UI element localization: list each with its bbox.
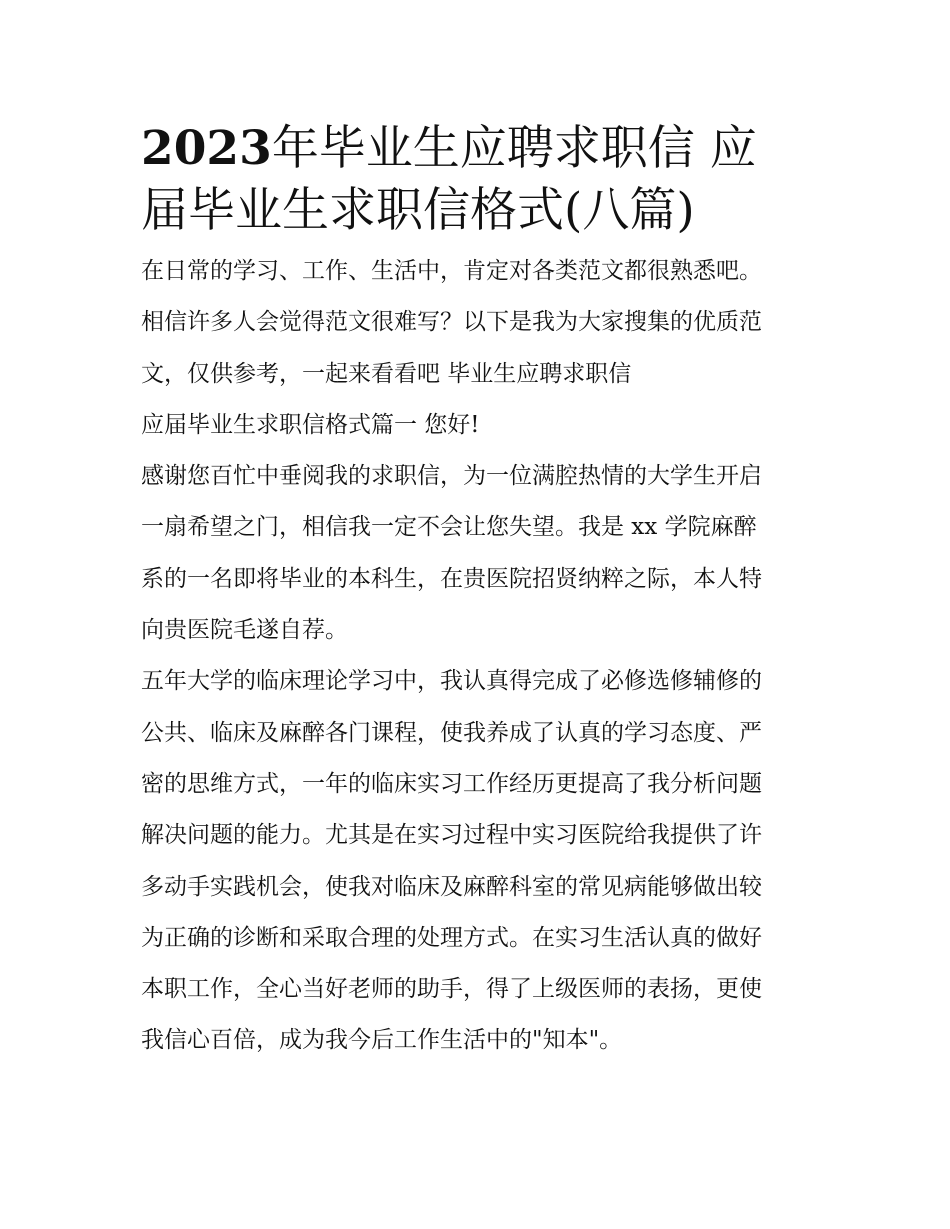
body-line: 一扇希望之门，相信我一定不会让您失望。我是 xx 学院麻醉 [141, 514, 757, 541]
body-line: 在日常的学习、工作、生活中，肯定对各类范文都很熟悉吧。 [141, 258, 762, 284]
title-year: 2023 [141, 121, 272, 176]
body-line: 密的思维方式，一年的临床实习工作经历更提高了我分析问题 [141, 770, 762, 797]
document-body [141, 246, 813, 1067]
body-line: 为正确的诊断和采取合理的处理方式。在实习生活认真的做好 [141, 924, 762, 951]
body-line: 系的一名即将毕业的本科生，在贵医院招贤纳粹之际，本人特 [141, 565, 762, 592]
document-title [141, 118, 813, 242]
body-line: 五年大学的临床理论学习中，我认真得完成了必修选修辅修的 [141, 668, 762, 695]
body-line: 文，仅供参考，一起来看看吧 毕业生应聘求职信 [141, 360, 632, 387]
body-line: 相信许多人会觉得范文很难写？以下是我为大家搜集的优质范 [141, 309, 762, 336]
body-line: 本职工作，全心当好老师的助手，得了上级医师的表扬，更使 [141, 976, 762, 1003]
body-line: 感谢您百忙中垂阅我的求职信，为一位满腔热情的大学生开启 [141, 463, 762, 490]
body-line: 我信心百倍，成为我今后工作生活中的"知本"。 [141, 1027, 623, 1054]
body-line: 向贵医院毛遂自荐。 [141, 617, 348, 644]
document-page [141, 118, 813, 1067]
body-line: 公共、临床及麻醉各门课程，使我养成了认真的学习态度、严 [141, 719, 762, 746]
title-line-2: 届毕业生求职信格式(八篇) [141, 183, 695, 238]
body-line: 应届毕业生求职信格式篇一 您好! [141, 411, 480, 438]
title-line-1: 年毕业生应聘求职信 应 [271, 121, 757, 176]
body-line: 解决问题的能力。尤其是在实习过程中实习医院给我提供了许 [141, 822, 762, 849]
body-line: 多动手实践机会，使我对临床及麻醉科室的常见病能够做出较 [141, 873, 762, 900]
